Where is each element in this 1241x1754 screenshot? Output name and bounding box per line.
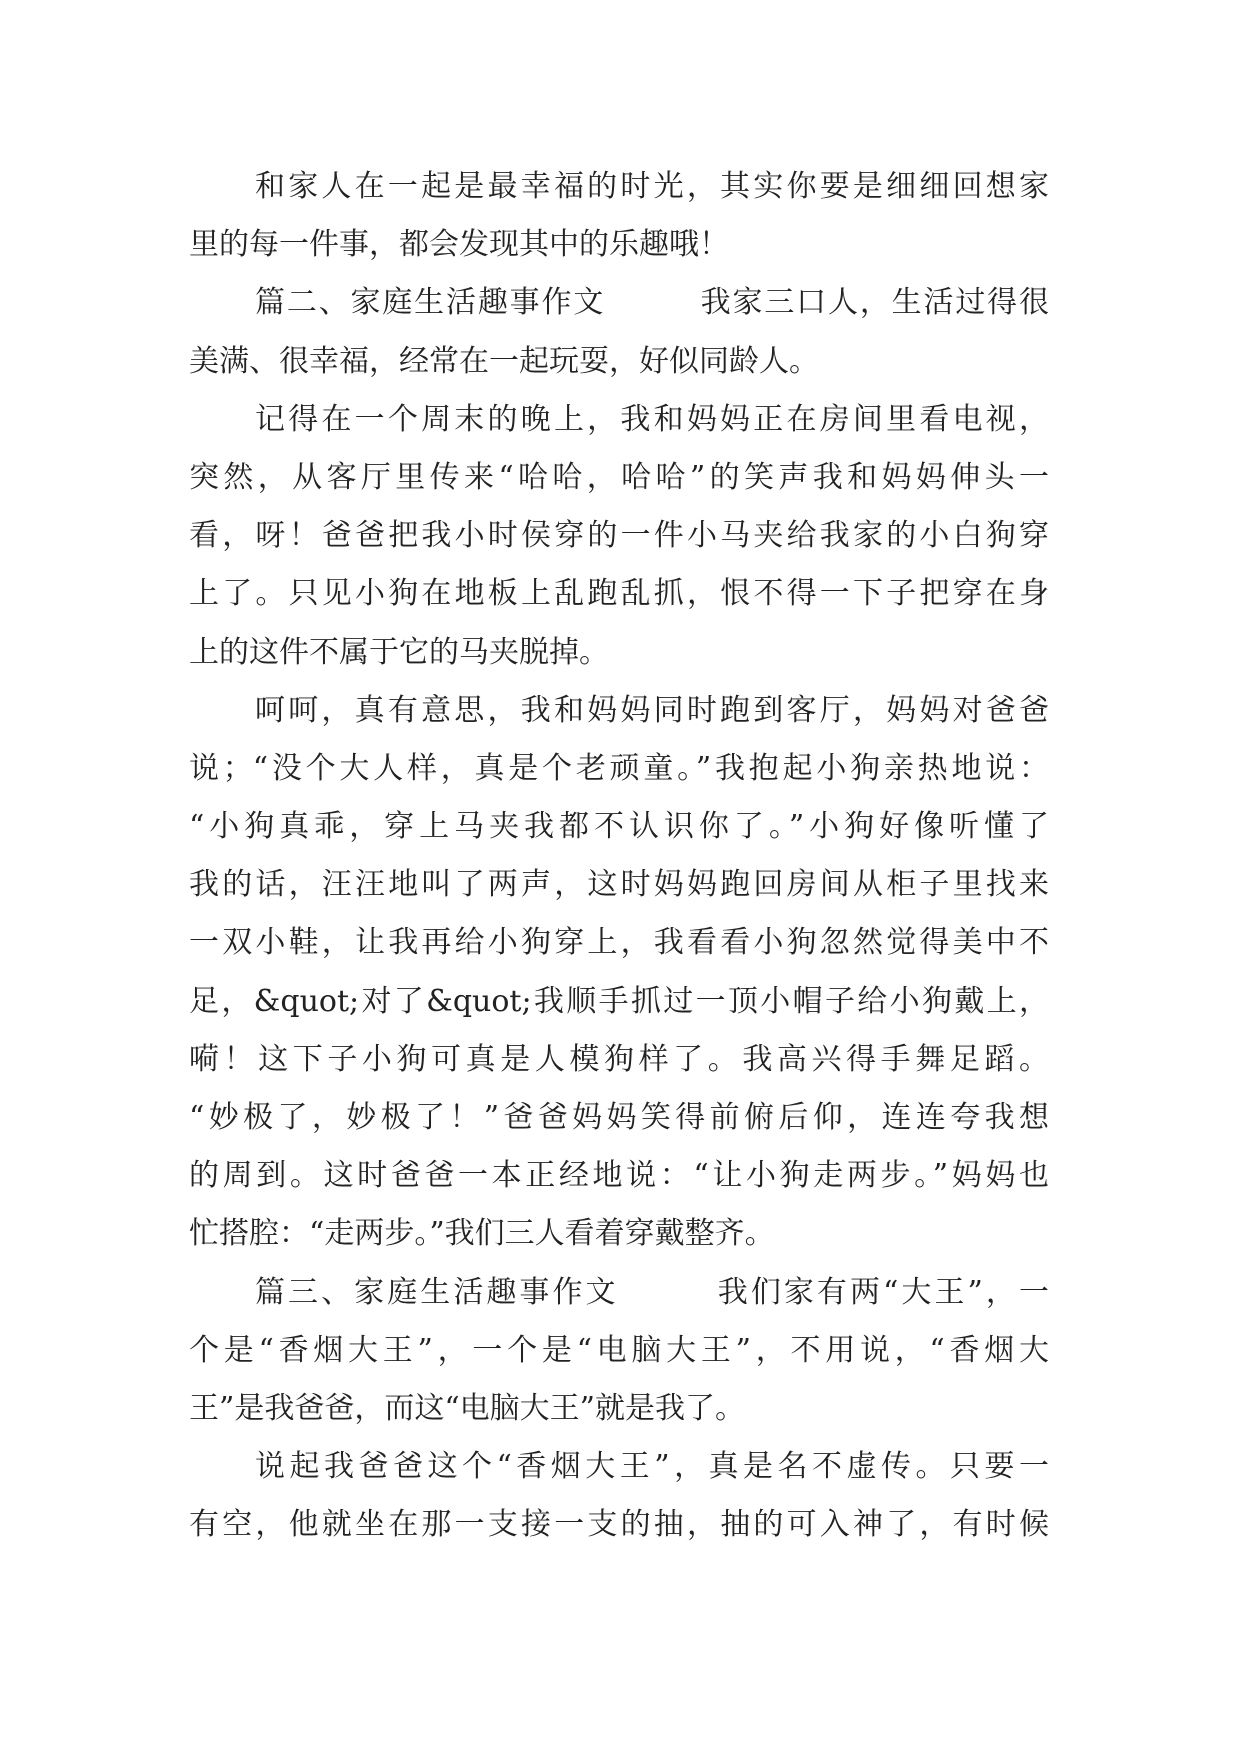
text-line: 上的这件不属于它的马夹脱掉。 [189,634,609,670]
text-line: 记得在一个周末的晚上，我和妈妈正在房间里看电视， [255,401,1049,437]
text-line: 呵呵，真有意思，我和妈妈同时跑到客厅，妈妈对爸爸 [255,692,1049,728]
text-line: 王”是我爸爸，而这“电脑大王”就是我了。 [189,1390,746,1426]
text-line: 有空，他就坐在那一支接一支的抽，抽的可入神了，有时候 [189,1507,1049,1543]
text-line: 美满、很幸福，经常在一起玩耍，好似同龄人。 [189,343,819,379]
text-line: 一双小鞋，让我再给小狗穿上，我看看小狗忽然觉得美中不 [189,925,1049,961]
text-line: 篇三、家庭生活趣事作文 我们家有两“大王”，一 [255,1274,1049,1310]
text-line: 我的话，汪汪地叫了两声，这时妈妈跑回房间从柜子里找来 [189,867,1049,903]
text-line: 突然，从客厅里传来“哈哈，哈哈”的笑声我和妈妈伸头一 [189,459,1049,495]
text-line: 看，呀！爸爸把我小时侯穿的一件小马夹给我家的小白狗穿 [189,518,1049,554]
text-line: 足，&quot;对了&quot;我顺手抓过一顶小帽子给小狗戴上， [189,983,1049,1019]
text-line: 说起我爸爸这个“香烟大王”，真是名不虚传。只要一 [255,1449,1049,1485]
text-line: 篇二、家庭生活趣事作文 我家三口人，生活过得很 [255,285,1049,321]
text-line: 个是“香烟大王”，一个是“电脑大王”，不用说，“香烟大 [189,1332,1049,1368]
text-line: 里的每一件事，都会发现其中的乐趣哦！ [189,227,729,263]
text-line: 嗬！这下子小狗可真是人模狗样了。我高兴得手舞足蹈。 [189,1041,1049,1077]
text-line: 说；“没个大人样，真是个老顽童。”我抱起小狗亲热地说： [189,750,1049,786]
text-line: 的周到。这时爸爸一本正经地说：“让小狗走两步。”妈妈也 [189,1158,1049,1194]
text-line: 上了。只见小狗在地板上乱跑乱抓，恨不得一下子把穿在身 [189,576,1049,612]
text-line: 忙搭腔：“走两步。”我们三人看着穿戴整齐。 [189,1216,775,1252]
text-line: 和家人在一起是最幸福的时光，其实你要是细细回想家 [255,169,1049,204]
essay-text [189,158,1049,1555]
text-line: “小狗真乖，穿上马夹我都不认识你了。”小狗好像听懂了 [189,809,1049,845]
text-line: “妙极了，妙极了！”爸爸妈妈笑得前俯后仰，连连夸我想 [189,1100,1049,1135]
